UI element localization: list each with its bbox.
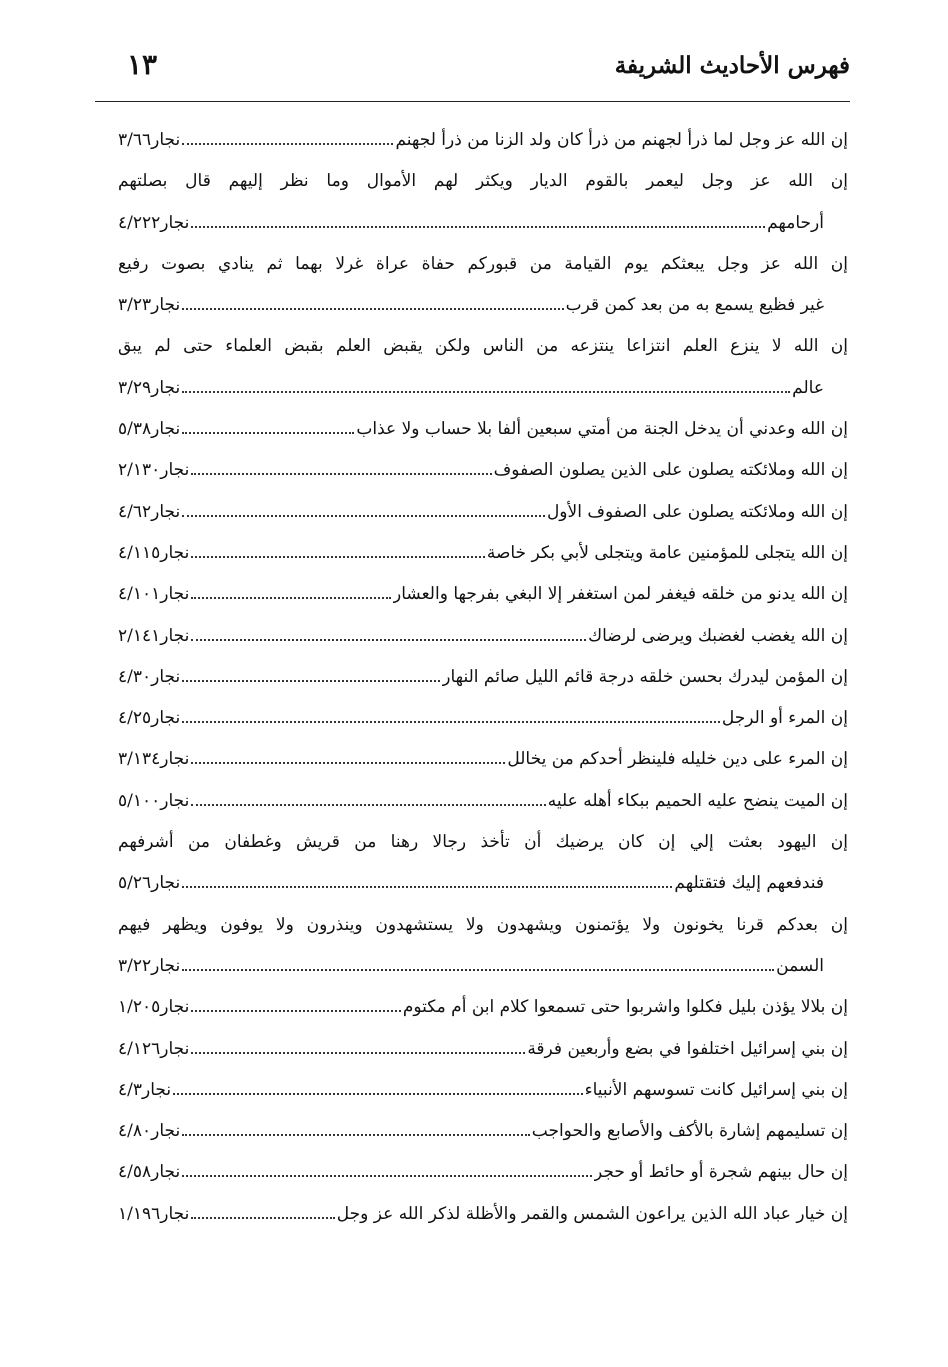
source-reference: نجار٤/١٢٦ xyxy=(118,1038,190,1059)
index-entry xyxy=(118,533,848,574)
entry-line xyxy=(118,739,848,780)
hadith-text-continuation: غير فظيع يسمع به من بعد كمن قرب xyxy=(565,295,824,316)
dot-leader xyxy=(182,426,354,434)
hadith-text-continuation: أرحامهم xyxy=(767,212,824,233)
entry-line xyxy=(118,1070,848,1111)
index-entry xyxy=(118,409,848,450)
source-reference: نجار٤/١١٥ xyxy=(118,542,190,563)
entry-continuation-line xyxy=(118,863,848,904)
hadith-text-continuation: فندفعهم إليك فتقتلهم xyxy=(674,873,824,894)
hadith-text-continuation: السمن xyxy=(776,955,824,976)
entry-line xyxy=(118,657,848,698)
source-reference: نجار١/٢٠٥ xyxy=(118,997,190,1018)
index-entry xyxy=(118,616,848,657)
entry-line xyxy=(118,822,848,863)
hadith-text: إن الميت ينضح عليه الحميم ببكاء أهله عليه xyxy=(547,790,848,811)
dot-leader xyxy=(182,137,393,145)
hadith-text: إن الله وملائكته يصلون على الصفوف الأول xyxy=(546,501,848,522)
dot-leader xyxy=(182,385,790,393)
source-reference: نجار٤/٣٠ xyxy=(118,666,181,687)
dot-leader xyxy=(182,509,545,517)
hadith-text: إن الله عز وجل ليعمر بالقوم الديار ويكثر لهم الأموال وما نظر إليهم قال بصلتهم xyxy=(118,171,848,192)
dot-leader xyxy=(182,674,440,682)
index-entry xyxy=(118,450,848,491)
hadith-text: إن الله يتجلى للمؤمنين عامة ويتجلى لأبي بكر خاصة xyxy=(486,542,848,563)
header-title: فهرس الأحاديث الشريفة xyxy=(614,52,850,79)
dot-leader xyxy=(191,550,484,558)
entry-line xyxy=(118,326,848,367)
index-entry xyxy=(118,574,848,615)
index-entry xyxy=(118,657,848,698)
index-entry xyxy=(118,1152,848,1193)
index-entry xyxy=(118,161,848,244)
source-reference: نجار٤/٣ xyxy=(118,1079,172,1100)
entry-continuation-line xyxy=(118,203,848,244)
source-reference: نجار٤/٨٠ xyxy=(118,1121,181,1142)
source-reference: نجار٣/١٣٤ xyxy=(118,749,190,770)
source-reference: نجار٣/٢٣ xyxy=(118,295,181,316)
hadith-text: إن الله يغضب لغضبك ويرضى لرضاك xyxy=(588,625,848,646)
index-entry xyxy=(118,492,848,533)
hadith-text: إن بني إسرائيل اختلفوا في بضع وأربعين فرقة xyxy=(527,1038,848,1059)
dot-leader xyxy=(191,1004,400,1012)
entry-line xyxy=(118,450,848,491)
dot-leader xyxy=(191,798,545,806)
hadith-text: إن المؤمن ليدرك بحسن خلقه درجة قائم الليل صائم النهار xyxy=(442,666,848,687)
entry-line xyxy=(118,905,848,946)
entry-line xyxy=(118,616,848,657)
hadith-text: إن بني إسرائيل كانت تسوسهم الأنبياء xyxy=(584,1079,848,1100)
hadith-text: إن المرء على دين خليله فلينظر أحدكم من يخالل xyxy=(507,749,848,770)
dot-leader xyxy=(182,1169,592,1177)
index-entry xyxy=(118,739,848,780)
hadith-text: إن الله وملائكته يصلون على الذين يصلون الصفوف xyxy=(493,460,848,481)
entry-line xyxy=(118,987,848,1028)
source-reference: نجار٥/٣٨ xyxy=(118,419,181,440)
dot-leader xyxy=(182,302,563,310)
dot-leader xyxy=(191,633,586,641)
source-reference: نجار٢/١٤١ xyxy=(118,625,190,646)
index-entry xyxy=(118,244,848,327)
entry-line xyxy=(118,698,848,739)
source-reference: نجار٤/٥٨ xyxy=(118,1162,181,1183)
hadith-text: إن المرء أو الرجل xyxy=(721,708,848,729)
dot-leader xyxy=(182,963,774,971)
hadith-text: إن خيار عباد الله الذين يراعون الشمس والقمر والأظلة لذكر الله عز وجل xyxy=(336,1203,848,1224)
dot-leader xyxy=(191,220,765,228)
index-entry xyxy=(118,1111,848,1152)
source-reference: نجار٤/٦٢ xyxy=(118,501,181,522)
entry-line xyxy=(118,1152,848,1193)
hadith-text: إن تسليمهم إشارة بالأكف والأصابع والحواجب xyxy=(531,1121,848,1142)
source-reference: نجار٣/٢٩ xyxy=(118,377,181,398)
entry-continuation-line xyxy=(118,285,848,326)
index-entry xyxy=(118,822,848,905)
source-reference: نجار٤/٢٢٢ xyxy=(118,212,190,233)
index-entry xyxy=(118,326,848,409)
source-reference: نجار٥/٢٦ xyxy=(118,873,181,894)
source-reference: نجار٣/٦٦ xyxy=(118,130,181,150)
entry-continuation-line xyxy=(118,368,848,409)
entry-line xyxy=(118,1029,848,1070)
entry-line xyxy=(118,574,848,615)
index-entry xyxy=(118,1029,848,1070)
index-entry xyxy=(118,1194,848,1235)
source-reference: نجار٤/٢٥ xyxy=(118,708,181,729)
entry-line xyxy=(118,492,848,533)
hadith-text: إن اليهود بعثت إلي إن كان يرضيك أن تأخذ رجالا رهنا من قريش وغطفان من أشرفهم xyxy=(118,832,848,853)
index-entry xyxy=(118,1070,848,1111)
entry-line xyxy=(118,161,848,202)
hadith-text: إن الله عز وجل لما ذرأ لجهنم من ذرأ كان ولد الزنا من ذرأ لجهنم xyxy=(395,130,848,150)
dot-leader xyxy=(173,1087,582,1095)
dot-leader xyxy=(182,1128,530,1136)
source-reference: نجار٣/٢٢ xyxy=(118,955,181,976)
index-entry xyxy=(118,781,848,822)
header-divider xyxy=(95,101,850,102)
source-reference: نجار٤/١٠١ xyxy=(118,584,190,605)
page-header xyxy=(95,40,850,100)
index-entry xyxy=(118,120,848,161)
source-reference: نجار٢/١٣٠ xyxy=(118,460,190,481)
hadith-text: إن الله لا ينزع العلم انتزاعا ينتزعه من الناس ولكن يقبض العلم بقبض العلماء حتى لم يبق xyxy=(118,336,848,357)
hadith-text: إن الله يدنو من خلقه فيغفر لمن استغفر إلا البغي بفرجها والعشار xyxy=(393,584,848,605)
dot-leader xyxy=(191,467,491,475)
entry-continuation-line xyxy=(118,946,848,987)
hadith-text: إن الله عز وجل يبعثكم يوم القيامة من قبوركم حفاة عراة غرلا بهما ثم ينادي بصوت رفيع xyxy=(118,253,848,274)
page-number: ١٣ xyxy=(127,48,158,81)
index-entry xyxy=(118,698,848,739)
index-entry xyxy=(118,905,848,988)
hadith-text: إن بعدكم قرنا يخونون ولا يؤتمنون ويشهدون ولا يستشهدون وينذرون ولا يوفون ويظهر فيهم xyxy=(118,914,848,935)
entry-line xyxy=(118,1111,848,1152)
index-entry xyxy=(118,987,848,1028)
hadith-index-list xyxy=(118,120,848,1235)
hadith-text: إن حال بينهم شجرة أو حائط أو حجر xyxy=(593,1162,848,1183)
entry-line xyxy=(118,120,848,161)
hadith-text-continuation: عالم xyxy=(792,377,824,398)
entry-line xyxy=(118,781,848,822)
source-reference: نجار١/١٩٦ xyxy=(118,1203,190,1224)
dot-leader xyxy=(191,1046,525,1054)
entry-line xyxy=(118,244,848,285)
hadith-text: إن الله وعدني أن يدخل الجنة من أمتي سبعين ألفا بلا حساب ولا عذاب xyxy=(356,419,848,440)
dot-leader xyxy=(191,1211,334,1219)
dot-leader xyxy=(191,756,505,764)
entry-line xyxy=(118,409,848,450)
source-reference: نجار٥/١٠٠ xyxy=(118,790,190,811)
dot-leader xyxy=(182,880,672,888)
dot-leader xyxy=(182,715,720,723)
entry-line xyxy=(118,533,848,574)
hadith-text: إن بلالا يؤذن بليل فكلوا واشربوا حتى تسمعوا كلام ابن أم مكتوم xyxy=(402,997,848,1018)
dot-leader xyxy=(191,591,391,599)
entry-line xyxy=(118,1194,848,1235)
